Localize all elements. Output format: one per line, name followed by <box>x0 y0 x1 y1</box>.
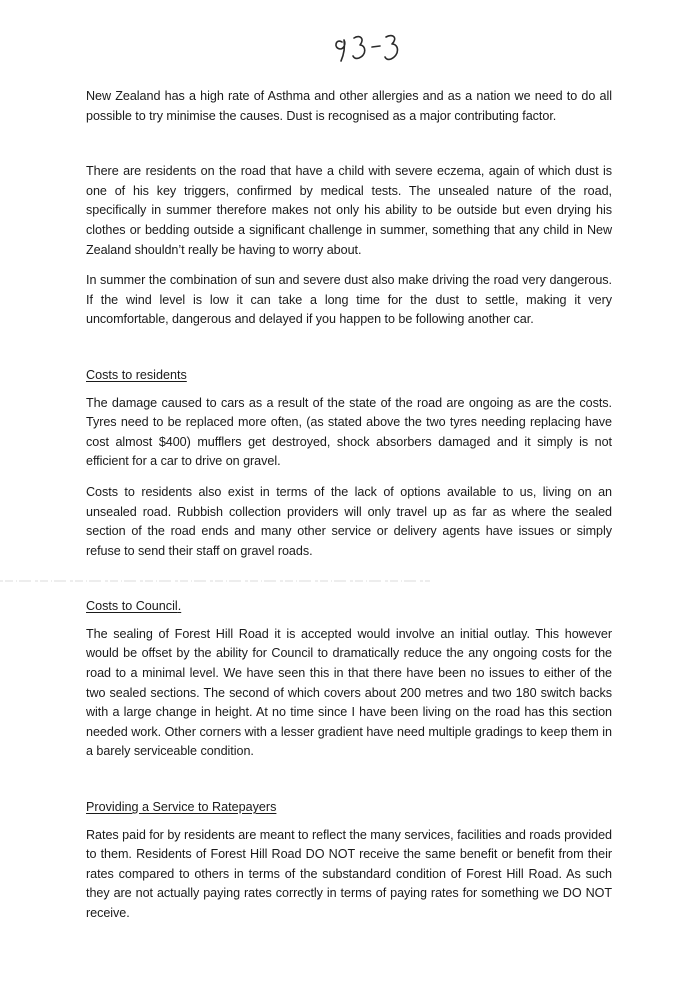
paragraph-service-options: Costs to residents also exist in terms of the lack of options available to us, living on an unsealed road. Rubbish collection providers will only travel up as far as where the sealed section of the road ends and many other service or delivery agents have issues or simply refuse to send their staff on gravel roads. <box>86 484 612 558</box>
spacer <box>86 472 612 483</box>
paragraph-sealing-costs: The sealing of Forest Hill Road it is accepted would involve an initial outlay. This however would be offset by the ability for Council to dramatically reduce the any ongoing costs for the road to a minimal level. We have seen this in that there have been no issues to either of the two sealed sections. The second of which covers about 200 metres and two 180 switch backs with a large change in height. At no time since I have been living on the road has this section needed work. Other corners with a lesser gradient have need multiple gradings to keep them in a barely serviceable condition. <box>86 626 612 759</box>
handwritten-marker-graphic <box>330 28 420 68</box>
spacer <box>86 818 612 826</box>
paragraph-rates: Rates paid for by residents are meant to reflect the many services, facilities and roads provided to them. Residents of Forest Hill Road DO NOT receive the same benefit or benefit from their rates compared to others in terms of the substandard condition of Forest Hill Road. As such they are not actually paying rates correctly in terms of paying rates for something we DO NOT receive. <box>86 827 612 920</box>
heading-providing-service: Providing a Service to Ratepayers <box>86 800 277 815</box>
paragraph-eczema: There are residents on the road that have a child with severe eczema, again of which dust is one of his key triggers, confirmed by medical tests. The unsealed nature of the road, specifically in summer therefore makes not only his ability to be outside but even drying his clothes or bedding outside a significant challenge in summer, something that any child in New Zealand shouldn’t really be having to worry about. <box>86 164 612 257</box>
handwritten-page-marker <box>330 28 420 68</box>
spacer <box>86 260 612 271</box>
paragraph-vehicle-damage: The damage caused to cars as a result of the state of the road are ongoing as are the costs. Tyres need to be replaced more often, (as stated above the two tyres needing replacing have cost almost $400) mufflers get destroyed, shock absorbers damaged and it simply is not efficient for a car to drive on gravel. <box>86 395 612 469</box>
spacer <box>86 386 612 394</box>
spacer <box>86 561 612 597</box>
spacer <box>86 126 612 162</box>
heading-costs-to-council-period: . <box>177 599 182 614</box>
paragraph-summer-driving: In summer the combination of sun and severe dust also make driving the road very dangerous. If the wind level is low it can take a long time for the dust to settle, making it very uncomfortable, dangerous and delayed if you happen to be following another car. <box>86 273 612 327</box>
heading-costs-to-residents: Costs to residents <box>86 367 187 382</box>
spacer <box>86 617 612 625</box>
paragraph-asthma: New Zealand has a high rate of Asthma and other allergies and as a nation we need to do all possible to try minimise the causes. Dust is recognised as a major contributing factor. <box>86 89 612 123</box>
heading-costs-to-council: Costs to Council <box>86 599 178 614</box>
document-body <box>86 87 612 924</box>
spacer <box>86 762 612 798</box>
spacer <box>86 330 612 366</box>
heading-costs-to-council-wrapper <box>86 597 612 617</box>
